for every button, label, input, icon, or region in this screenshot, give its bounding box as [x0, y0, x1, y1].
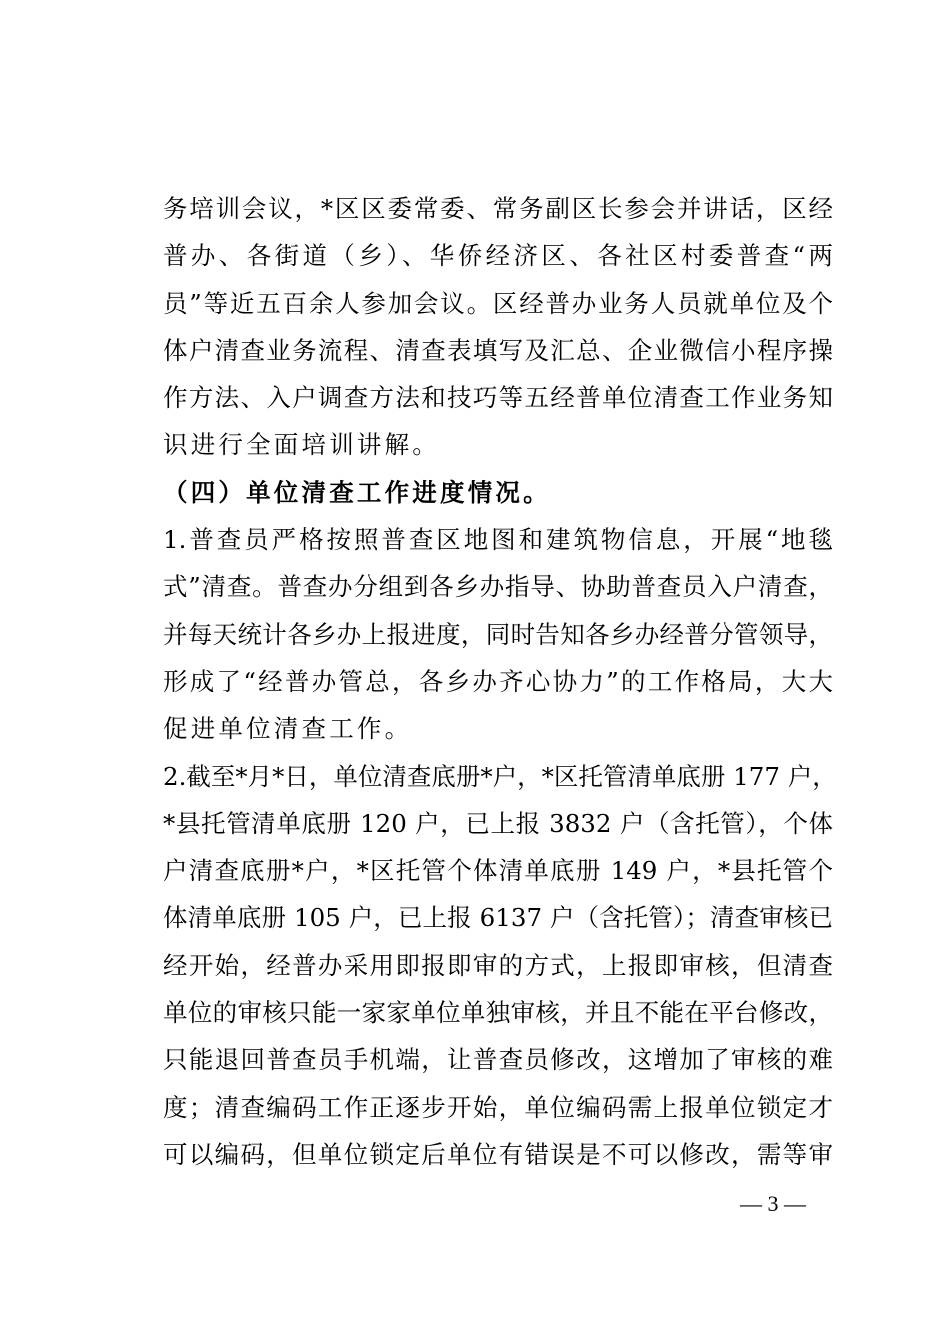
text-line: 务培训会议，*区区委常委、常务副区长参会并讲话，区经 — [163, 194, 833, 223]
text-line: *县托管清单底册 120 户，已上报 3832 户（含托管），个体 — [163, 808, 833, 838]
text-line: 识进行全面培训讲解。 — [163, 430, 440, 460]
text-line: 单位的审核只能一家家单位单独审核，并且不能在平台修改， — [163, 998, 833, 1028]
text-line: 1.普查员严格按照普查区地图和建筑物信息，开展“地毯 — [163, 525, 833, 555]
text-line: 作方法、入户调查方法和技巧等五经普单位清查工作业务知 — [163, 383, 833, 413]
text-line: 并每天统计各乡办上报进度，同时告知各乡办经普分管领导， — [163, 619, 833, 649]
page-number: — 3 — — [740, 1191, 806, 1216]
text-line: 式”清查。普查办分组到各乡办指导、协助普查员入户清查， — [163, 572, 833, 602]
text-line: 普办、各街道（乡）、华侨经济区、各社区村委普查“两 — [163, 241, 833, 271]
text-line: 经开始，经普办采用即报即审的方式，上报即审核，但清查 — [163, 950, 833, 980]
text-line: 促进单位清查工作。 — [163, 714, 413, 744]
text-line: 户清查底册*户，*区托管个体清单底册 149 户，*县托管个 — [163, 856, 833, 886]
text-line: 度；清查编码工作正逐步开始，单位编码需上报单位锁定才 — [163, 1092, 833, 1122]
section-heading-text: （四）单位清查工作进度情况。 — [163, 477, 551, 507]
section-heading — [163, 469, 833, 516]
paragraph-item-1 — [163, 516, 833, 752]
text-line: 可以编码，但单位锁定后单位有错误是不可以修改，需等审 — [163, 1139, 833, 1169]
text-line: 体户清查业务流程、清查表填写及汇总、企业微信小程序操 — [163, 335, 833, 365]
text-line: 形成了“经普办管总，各乡办齐心协力”的工作格局，大大 — [163, 666, 833, 696]
text-line: 只能退回普查员手机端，让普查员修改，这增加了审核的难 — [163, 1045, 833, 1075]
document-body — [163, 185, 837, 1178]
text-line: 体清单底册 105 户，已上报 6137 户（含托管）；清查审核已 — [163, 903, 833, 933]
paragraph-training — [163, 185, 833, 469]
text-line: 员”等近五百余人参加会议。区经普办业务人员就单位及个 — [163, 288, 833, 318]
text-line: 2.截至*月*日，单位清查底册*户，*区托管清单底册 177 户， — [163, 761, 837, 791]
paragraph-item-2 — [163, 753, 837, 1179]
